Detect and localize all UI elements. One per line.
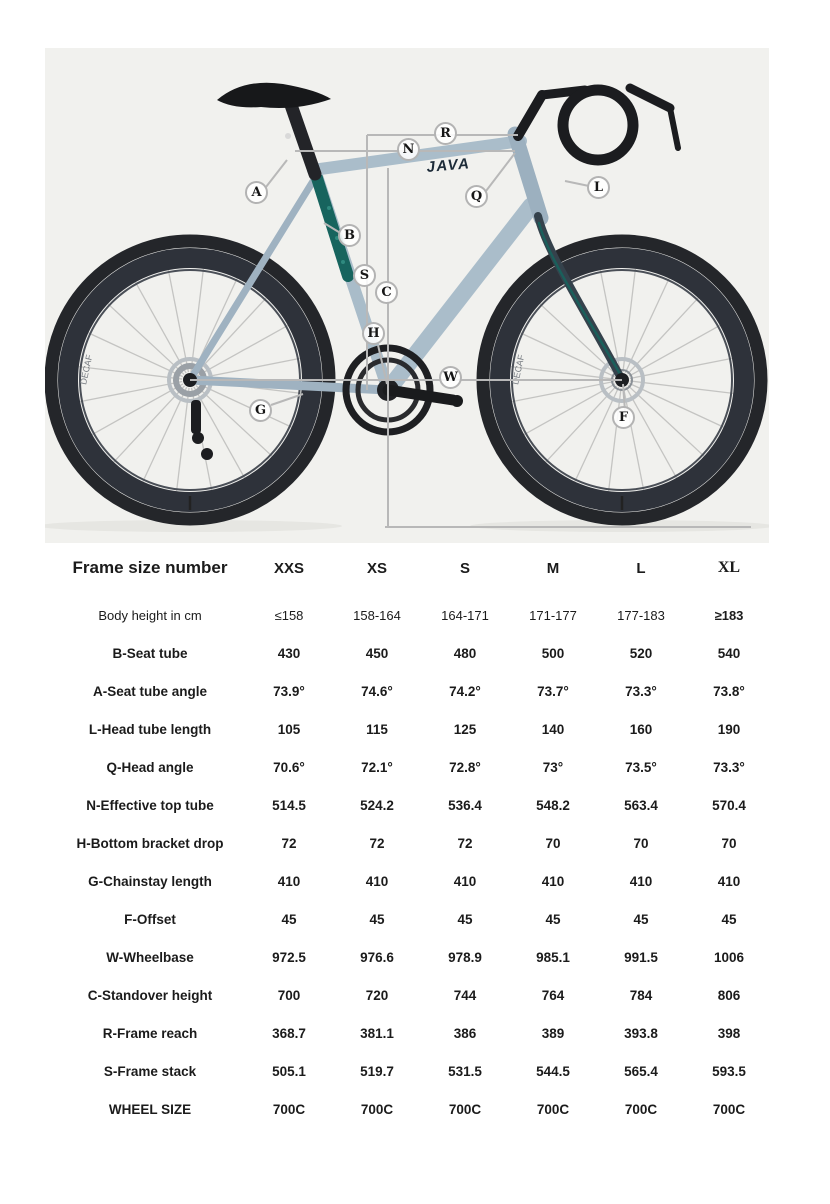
leader-L <box>565 181 589 186</box>
frame-label-badge-A: A <box>245 181 268 204</box>
row-value: 72 <box>369 835 385 851</box>
row-value: 125 <box>453 721 477 737</box>
saddle <box>217 83 331 108</box>
row-value: 410 <box>541 873 565 889</box>
size-header-m: M <box>546 559 560 577</box>
row-value: 720 <box>365 987 389 1003</box>
row-label: A-Seat tube angle <box>92 683 208 699</box>
row-value: 73.3° <box>625 683 657 699</box>
row-value: 985.1 <box>536 949 570 965</box>
frame-label-badge-H: H <box>362 322 385 345</box>
row-label: Q-Head angle <box>106 759 194 775</box>
rear-derailleur <box>191 400 213 460</box>
row-label: R-Frame reach <box>102 1025 198 1041</box>
size-header-l: L <box>636 559 646 577</box>
row-value: 764 <box>541 987 565 1003</box>
table-row <box>55 900 773 938</box>
frame-label-badge-S: S <box>353 264 376 287</box>
table-row <box>55 1014 773 1052</box>
frame-brand-logo: JAVA <box>425 155 471 176</box>
row-value: 565.4 <box>624 1063 658 1079</box>
table-row <box>55 596 773 634</box>
frame-label-badge-L: L <box>587 176 610 199</box>
row-value: 171-177 <box>529 607 577 623</box>
row-value: 381.1 <box>360 1025 394 1041</box>
row-value: 45 <box>721 911 737 927</box>
row-value: 140 <box>541 721 565 737</box>
row-value: 540 <box>717 645 741 661</box>
row-label: H-Bottom bracket drop <box>76 835 224 851</box>
table-row <box>55 1090 773 1128</box>
row-value: 700C <box>448 1101 482 1117</box>
frame-label-badge-C: C <box>375 281 398 304</box>
table-row <box>55 938 773 976</box>
pedal <box>451 395 463 407</box>
frame-label-badge-N: N <box>397 138 420 161</box>
row-value: 991.5 <box>624 949 658 965</box>
crank-arm <box>388 390 453 400</box>
row-value: 70 <box>633 835 649 851</box>
row-value: 70.6° <box>273 759 305 775</box>
row-value: 593.5 <box>712 1063 746 1079</box>
row-value: 524.2 <box>360 797 394 813</box>
stem <box>518 95 542 136</box>
row-value: 368.7 <box>272 1025 306 1041</box>
brake-hood <box>630 88 670 108</box>
row-value: 158-164 <box>353 607 401 623</box>
row-value: 45 <box>633 911 649 927</box>
spec-table-body <box>55 596 773 1128</box>
row-value: 45 <box>281 911 297 927</box>
table-row <box>55 1052 773 1090</box>
size-header-xxs: XXS <box>273 559 304 577</box>
row-value: 700C <box>624 1101 658 1117</box>
row-value: 73.5° <box>625 759 657 775</box>
row-value: 410 <box>453 873 477 889</box>
frame-label-badge-G: G <box>249 399 272 422</box>
row-value: 74.2° <box>449 683 481 699</box>
table-row <box>55 710 773 748</box>
row-value: 505.1 <box>272 1063 306 1079</box>
row-label: B-Seat tube <box>112 645 188 661</box>
row-label: F-Offset <box>124 911 176 927</box>
row-value: 972.5 <box>272 949 306 965</box>
spec-table-header <box>55 548 773 588</box>
row-value: 700 <box>277 987 301 1003</box>
row-value: 393.8 <box>624 1025 658 1041</box>
row-value: 520 <box>629 645 653 661</box>
table-row <box>55 862 773 900</box>
row-value: 806 <box>717 987 741 1003</box>
table-row <box>55 824 773 862</box>
frame-label-badge-B: B <box>338 224 361 247</box>
row-value: 700C <box>360 1101 394 1117</box>
row-value: 544.5 <box>536 1063 570 1079</box>
table-row <box>55 976 773 1014</box>
row-value: 70 <box>721 835 737 851</box>
row-value: 73.7° <box>537 683 569 699</box>
row-value: 410 <box>277 873 301 889</box>
row-value: 177-183 <box>617 607 665 623</box>
row-label: G-Chainstay length <box>88 873 212 889</box>
row-value: 410 <box>365 873 389 889</box>
row-value: 73.9° <box>273 683 305 699</box>
row-value: 105 <box>277 721 301 737</box>
row-value: 976.6 <box>360 949 394 965</box>
size-header-s: S <box>459 559 470 577</box>
table-row <box>55 786 773 824</box>
row-label: Body height in cm <box>98 607 202 623</box>
row-value: 398 <box>717 1025 741 1041</box>
row-value: 570.4 <box>712 797 746 813</box>
rim-logo: DECAF <box>510 353 527 386</box>
leader-Q <box>486 153 515 191</box>
rim-logo: DECAF <box>78 353 95 386</box>
row-value: 700C <box>272 1101 306 1117</box>
bike-photo <box>45 48 769 543</box>
row-value: 410 <box>717 873 741 889</box>
row-value: 744 <box>453 987 477 1003</box>
row-value: 536.4 <box>448 797 482 813</box>
size-header-xl: XL <box>717 559 741 576</box>
row-value: 72 <box>457 835 473 851</box>
row-value: 386 <box>453 1025 477 1041</box>
row-label: N-Effective top tube <box>86 797 214 813</box>
row-value: 480 <box>453 645 477 661</box>
row-value: 563.4 <box>624 797 658 813</box>
row-label: S-Frame stack <box>103 1063 197 1079</box>
row-value: 115 <box>366 721 388 737</box>
row-value: 514.5 <box>272 797 306 813</box>
row-value: 74.6° <box>361 683 393 699</box>
table-row <box>55 672 773 710</box>
table-title: Frame size number <box>72 558 228 577</box>
table-row <box>55 634 773 672</box>
spec-table <box>55 548 773 1128</box>
row-value: 1006 <box>713 949 745 965</box>
bike-diagram <box>45 48 769 543</box>
row-value: 700C <box>536 1101 570 1117</box>
row-label: W-Wheelbase <box>106 949 194 965</box>
row-value: 73.3° <box>713 759 745 775</box>
row-value: 531.5 <box>448 1063 482 1079</box>
row-value: 73° <box>542 759 564 775</box>
row-value: 500 <box>541 645 565 661</box>
row-label: L-Head tube length <box>88 721 212 737</box>
row-value: 72.1° <box>361 759 393 775</box>
row-value: 548.2 <box>536 797 570 813</box>
row-label: WHEEL SIZE <box>108 1101 192 1117</box>
row-value: 519.7 <box>360 1063 394 1079</box>
row-value: 70 <box>545 835 561 851</box>
row-value: 73.8° <box>713 683 745 699</box>
row-label: C-Standover height <box>87 987 213 1003</box>
row-value: 430 <box>277 645 301 661</box>
table-row <box>55 748 773 786</box>
row-value: 450 <box>365 645 389 661</box>
handlebar-drop <box>563 90 633 160</box>
seatpost <box>291 105 315 174</box>
row-value: ≤158 <box>274 607 304 623</box>
row-value: 45 <box>369 911 385 927</box>
row-value: 72 <box>281 835 297 851</box>
frame-label-badge-Q: Q <box>465 185 488 208</box>
row-value: 45 <box>545 911 561 927</box>
row-value: 190 <box>717 721 741 737</box>
frame-label-badge-F: F <box>612 406 635 429</box>
frame-label-badge-W: W <box>439 366 462 389</box>
seatpost-bolt <box>285 133 291 139</box>
row-value: 164-171 <box>441 607 489 623</box>
row-value: ≥183 <box>714 607 744 623</box>
size-header-xs: XS <box>366 559 387 577</box>
brake-lever <box>670 108 678 148</box>
frame-label-badge-R: R <box>434 122 457 145</box>
row-value: 45 <box>457 911 473 927</box>
row-value: 160 <box>629 721 653 737</box>
row-value: 700C <box>712 1101 746 1117</box>
row-value: 978.9 <box>448 949 482 965</box>
row-value: 72.8° <box>449 759 481 775</box>
leader-A <box>266 160 287 187</box>
row-value: 784 <box>629 987 653 1003</box>
row-value: 389 <box>541 1025 565 1041</box>
row-value: 410 <box>629 873 653 889</box>
